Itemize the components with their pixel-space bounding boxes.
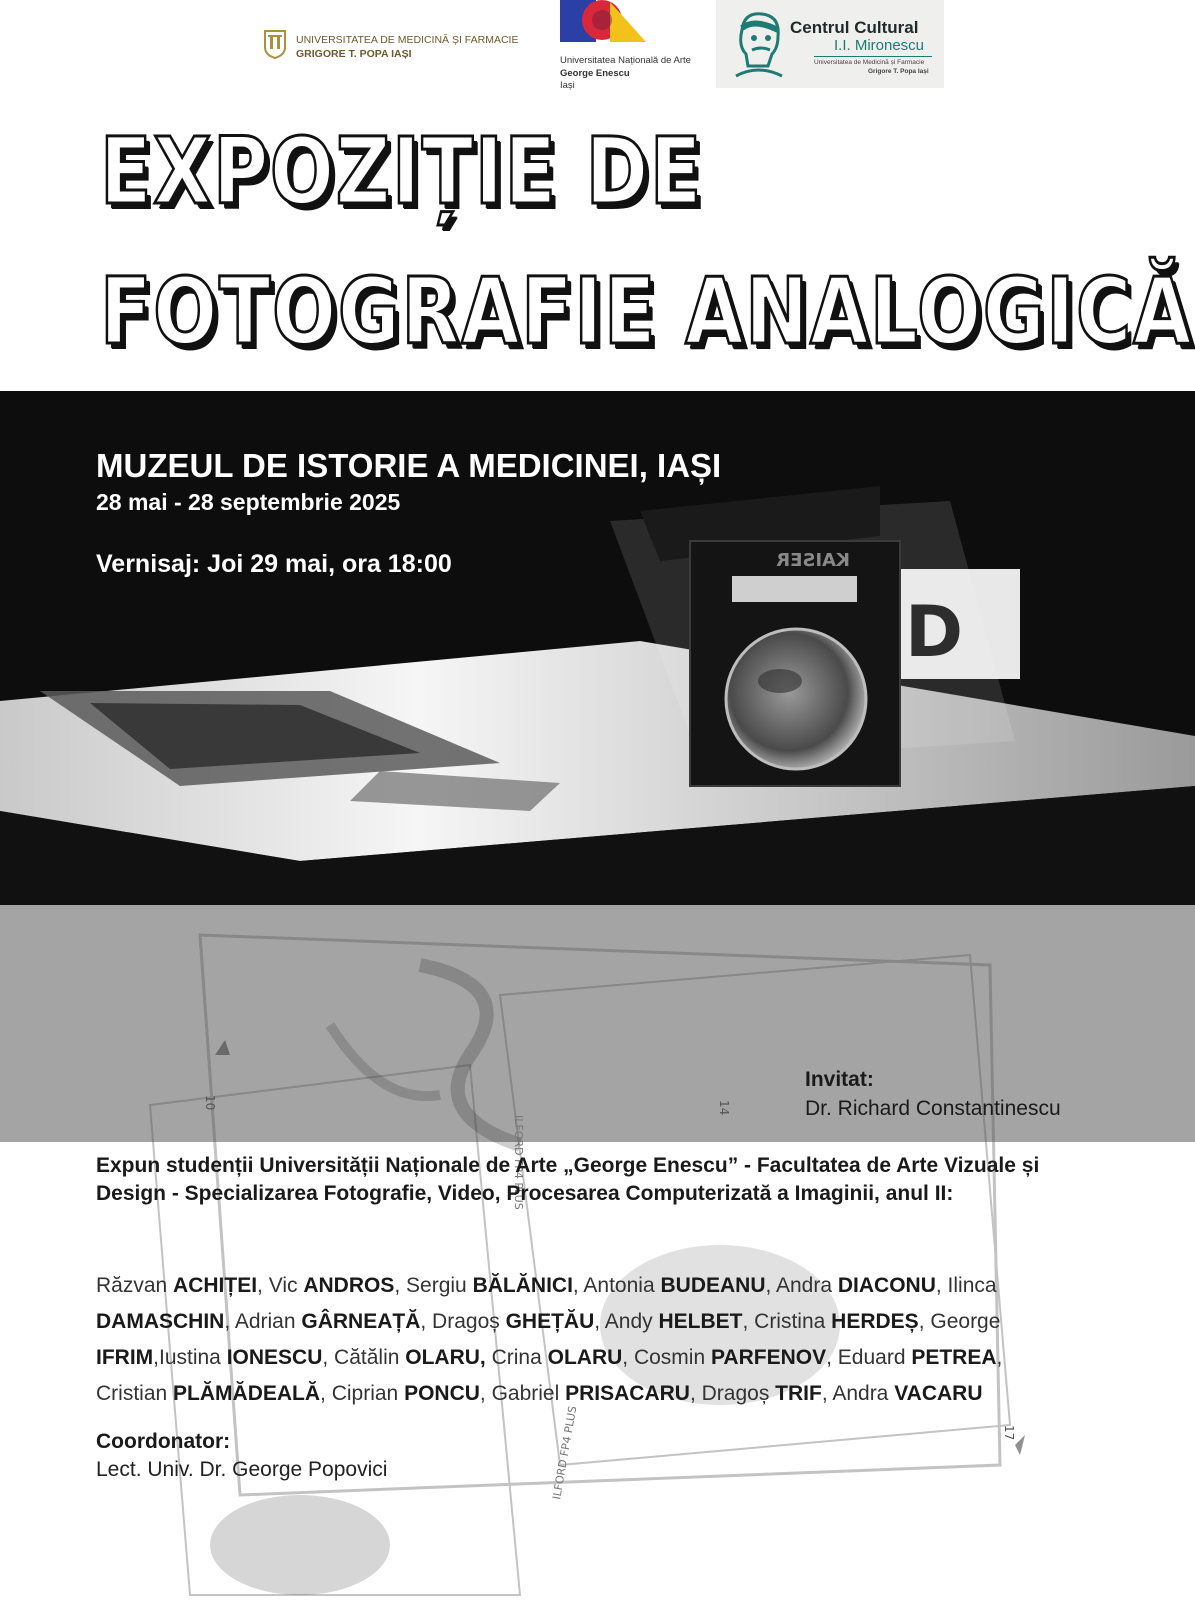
venue-name: MUZEUL DE ISTORIE A MEDICINEI, IAȘI bbox=[96, 447, 722, 484]
student-given-name: , bbox=[996, 1346, 1003, 1369]
title-line2: FOTOGRAFIE ANALOGICĂ bbox=[100, 258, 1194, 365]
student-surname: IONESCU bbox=[226, 1346, 323, 1369]
student-surname: PRISACARU bbox=[565, 1382, 690, 1405]
student-surname: BĂLĂNICI bbox=[472, 1274, 573, 1297]
student-surname: PLĂMĂDEALĂ bbox=[173, 1382, 321, 1405]
loupe-brand-mark: KAISER bbox=[776, 550, 850, 571]
student-surname: OLARU bbox=[547, 1346, 623, 1369]
exhibition-dates: 28 mai - 28 septembrie 2025 bbox=[96, 489, 401, 515]
student-given-name: , Ciprian bbox=[320, 1382, 405, 1405]
frame-number-b: 14 bbox=[717, 1100, 731, 1116]
student-given-name: , Cristina bbox=[742, 1310, 832, 1333]
student-surname: TRIF bbox=[775, 1382, 822, 1405]
frame-number-a: 10 bbox=[203, 1095, 217, 1111]
student-given-name: , Dragoș bbox=[420, 1310, 506, 1333]
student-given-name: , Gabriel bbox=[479, 1382, 566, 1405]
frame-number-c: 17 bbox=[1002, 1425, 1016, 1441]
student-given-name: , Sergiu bbox=[394, 1274, 473, 1297]
unage-logo bbox=[558, 0, 698, 92]
coordonator-heading: Coordonator: bbox=[96, 1430, 231, 1453]
students-line bbox=[96, 1340, 1106, 1376]
ccm-logo-line3: Universitatea de Medicină și Farmacie bbox=[814, 59, 925, 66]
students-line bbox=[96, 1304, 1106, 1340]
student-given-name: Răzvan bbox=[96, 1274, 174, 1297]
student-given-name: , Vic bbox=[257, 1274, 304, 1297]
ccm-logo-line4: Grigore T. Popa Iași bbox=[868, 68, 929, 75]
unage-logo-line2: George Enescu bbox=[560, 68, 630, 79]
invitat-name: Dr. Richard Constantinescu bbox=[805, 1097, 1061, 1120]
unage-mark-icon bbox=[560, 0, 650, 42]
student-surname: OLARU, bbox=[405, 1346, 486, 1369]
umf-logo-line2: GRIGORE T. POPA IAȘI bbox=[296, 48, 412, 60]
invitat-heading: Invitat: bbox=[805, 1068, 874, 1091]
title-line1: EXPOZIȚIE DE bbox=[100, 118, 704, 225]
svg-text:D: D bbox=[905, 591, 964, 673]
student-given-name: , Andra bbox=[765, 1274, 838, 1297]
student-surname: GÂRNEAȚĂ bbox=[301, 1310, 421, 1333]
student-surname: PONCU bbox=[404, 1382, 480, 1405]
ccm-logo-line2: I.I. Mironescu bbox=[834, 37, 925, 54]
students-line bbox=[96, 1376, 1106, 1412]
students-list bbox=[96, 1268, 1106, 1412]
umf-logo bbox=[262, 25, 519, 65]
student-given-name: , Adrian bbox=[224, 1310, 302, 1333]
ccm-logo bbox=[716, 0, 944, 88]
student-given-name: , Ilinca bbox=[935, 1274, 997, 1297]
exhibitors-intro: Expun studenții Universității Naționale de Arte „George Enescu” - Facultatea de Arte Vizuale și Design - Specializarea Fotografie, Video, Procesarea Computerizată a Imaginii, anul II: bbox=[96, 1154, 1040, 1205]
student-surname: ANDROS bbox=[303, 1274, 395, 1297]
coordonator-name: Lect. Univ. Dr. George Popovici bbox=[96, 1458, 388, 1481]
vernisaj-time: Vernisaj: Joi 29 mai, ora 18:00 bbox=[96, 550, 452, 578]
students-line bbox=[96, 1268, 1106, 1304]
student-surname: HERDEȘ bbox=[831, 1310, 919, 1333]
student-given-name: , Andra bbox=[821, 1382, 895, 1405]
student-surname: DAMASCHIN bbox=[96, 1310, 225, 1333]
student-surname: VACARU bbox=[894, 1382, 983, 1405]
student-surname: ACHIȚEI bbox=[173, 1274, 258, 1297]
student-given-name: , Cătălin bbox=[322, 1346, 406, 1369]
student-given-name: , Eduard bbox=[826, 1346, 912, 1369]
student-surname: PARFENOV bbox=[710, 1346, 827, 1369]
student-surname: HELBET bbox=[658, 1310, 743, 1333]
umf-logo-line1: UNIVERSITATEA DE MEDICINĂ ȘI FARMACIE bbox=[296, 34, 519, 46]
umf-crest-icon bbox=[262, 27, 288, 59]
ccm-logo-divider bbox=[814, 56, 932, 57]
unage-logo-line3: Iași bbox=[560, 80, 575, 91]
student-surname: PETREA bbox=[911, 1346, 997, 1369]
mironescu-portrait-icon bbox=[728, 8, 788, 78]
negatives-background bbox=[0, 905, 1195, 1600]
student-given-name: , George bbox=[918, 1310, 1001, 1333]
unage-logo-line1: Universitatea Națională de Arte bbox=[560, 55, 691, 66]
student-given-name: , Cosmin bbox=[622, 1346, 711, 1369]
student-surname: DIACONU bbox=[837, 1274, 936, 1297]
loupe-lens bbox=[726, 629, 866, 769]
student-given-name: , Dragoș bbox=[689, 1382, 776, 1405]
student-given-name: , Andy bbox=[594, 1310, 659, 1333]
film-stock-text-1: ILFORD FP4 PLUS bbox=[512, 1115, 525, 1210]
student-given-name: Cristian bbox=[96, 1382, 174, 1405]
student-surname: BUDEANU bbox=[660, 1274, 766, 1297]
student-given-name: ,Iustina bbox=[153, 1346, 227, 1369]
student-given-name: , Antonia bbox=[572, 1274, 661, 1297]
student-surname: GHEȚĂU bbox=[505, 1310, 595, 1333]
ccm-logo-line1: Centrul Cultural bbox=[790, 18, 919, 37]
student-given-name: Crina bbox=[485, 1346, 548, 1369]
student-surname: IFRIM bbox=[96, 1346, 154, 1369]
film-stock-text-2: ILFORD FP4 PLUS bbox=[550, 1405, 580, 1501]
